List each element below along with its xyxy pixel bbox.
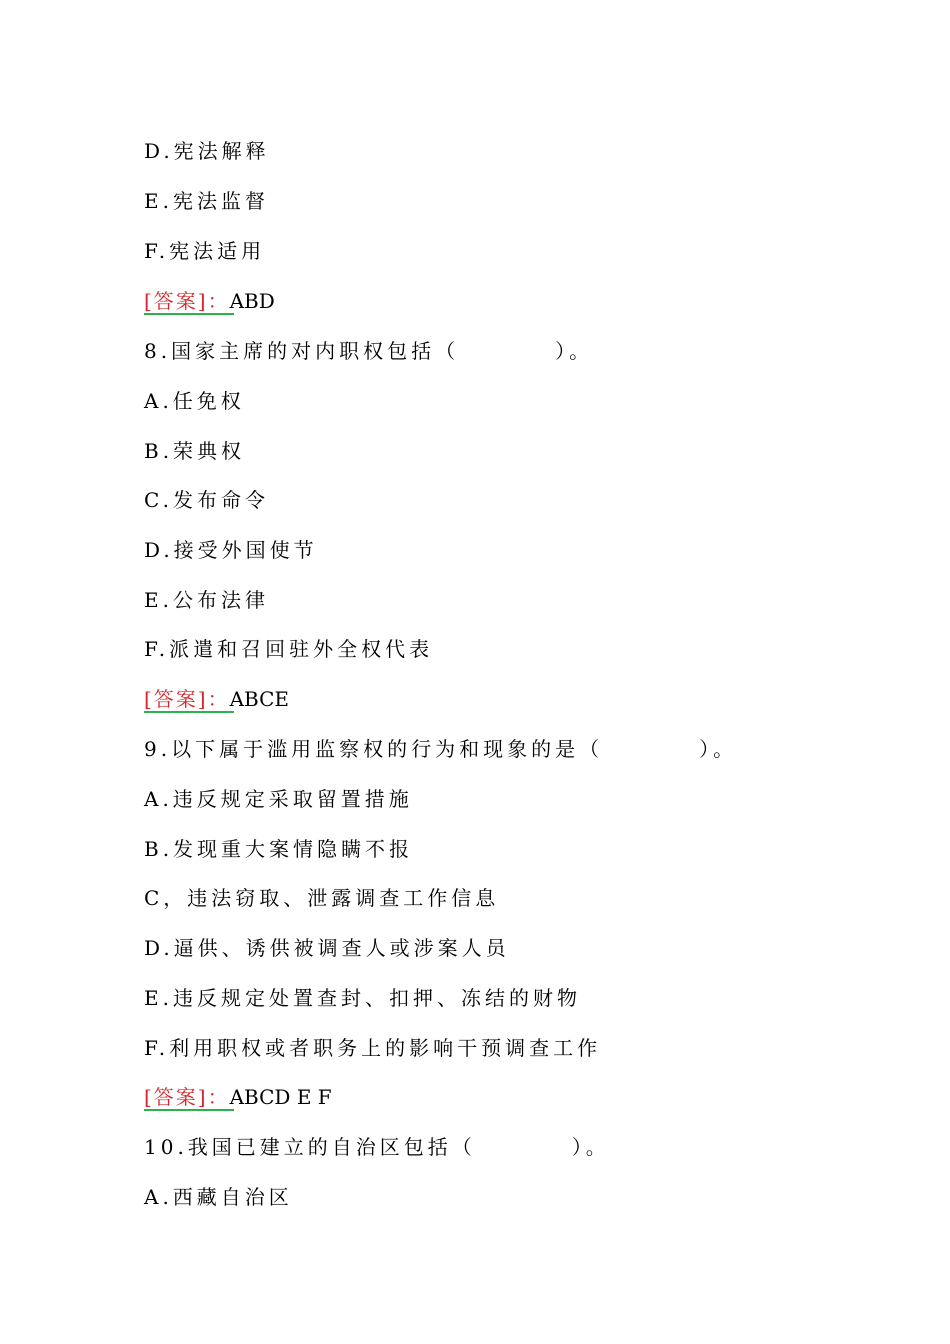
option-line: D.接受外国使节 bbox=[144, 538, 318, 562]
answer-value: ABCD E F bbox=[229, 1085, 332, 1109]
option-line: E.公布法律 bbox=[144, 588, 269, 612]
answer-label: [答案]： bbox=[144, 687, 230, 711]
option-line: C.发布命令 bbox=[144, 488, 269, 512]
answer-line bbox=[144, 684, 289, 714]
answer-label: [答案]： bbox=[144, 1085, 230, 1109]
option-line: B.荣典权 bbox=[144, 439, 246, 463]
answer-line bbox=[144, 1082, 332, 1112]
question-line: 10.我国已建立的自治区包括（ ）。 bbox=[144, 1135, 610, 1159]
option-line: F.利用职权或者职务上的影响干预调查工作 bbox=[144, 1036, 602, 1060]
answer-value: ABD bbox=[229, 289, 275, 313]
answer-value: ABCE bbox=[229, 687, 290, 711]
option-line: F.宪法适用 bbox=[144, 239, 266, 263]
option-line: C，违法窃取、泄露调查工作信息 bbox=[144, 886, 500, 910]
option-line: A.任免权 bbox=[144, 389, 245, 413]
option-line: D.宪法解释 bbox=[144, 139, 270, 163]
option-line: F.派遣和召回驻外全权代表 bbox=[144, 637, 434, 661]
answer-line bbox=[144, 286, 275, 316]
answer-label: [答案]： bbox=[144, 289, 230, 313]
option-line: E.宪法监督 bbox=[144, 189, 269, 213]
option-line: A.违反规定采取留置措施 bbox=[144, 787, 413, 811]
option-line: B.发现重大案情隐瞒不报 bbox=[144, 837, 414, 861]
question-line: 8.国家主席的对内职权包括（ ）。 bbox=[144, 339, 594, 363]
option-line: E.违反规定处置查封、扣押、冻结的财物 bbox=[144, 986, 581, 1010]
question-line: 9.以下属于滥用监察权的行为和现象的是（ ）。 bbox=[144, 737, 738, 761]
option-line: A.西藏自治区 bbox=[144, 1185, 293, 1209]
option-line: D.逼供、诱供被调查人或涉案人员 bbox=[144, 936, 510, 960]
